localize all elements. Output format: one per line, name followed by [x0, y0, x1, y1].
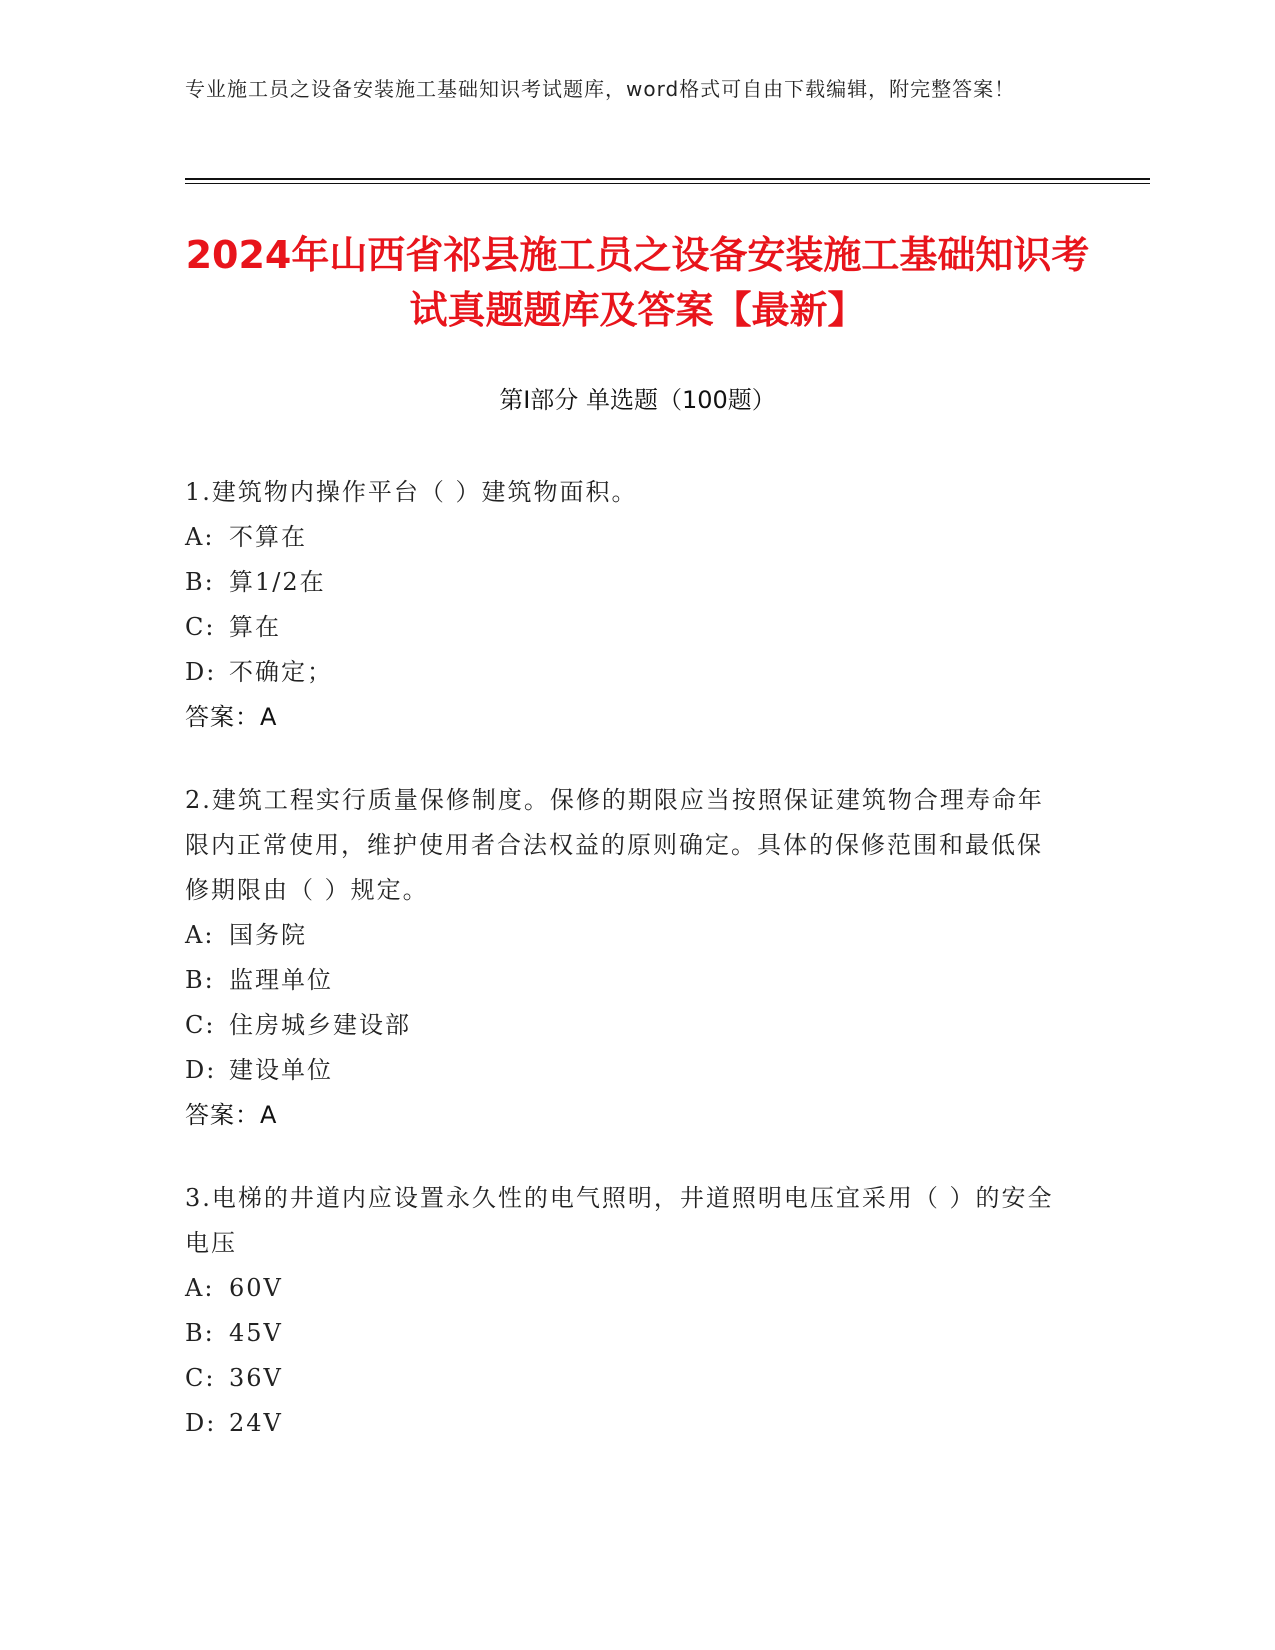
option-text: 住房城乡建设部	[229, 1011, 411, 1039]
option-d	[185, 650, 1065, 695]
header-divider-thin	[185, 183, 1150, 184]
option-d	[185, 1401, 1065, 1446]
option-b	[185, 1311, 1065, 1356]
option-text: 国务院	[229, 921, 307, 949]
option-c	[185, 605, 1065, 650]
option-text: 45V	[229, 1319, 283, 1347]
answer-line: 答案：A	[185, 1101, 278, 1129]
option-a	[185, 515, 1065, 560]
option-key: A:	[185, 523, 215, 551]
option-text: 不算在	[229, 523, 307, 551]
question-stem: 1.建筑物内操作平台（ ）建筑物面积。	[185, 478, 638, 506]
option-key: C:	[185, 613, 216, 641]
option-text: 36V	[229, 1364, 283, 1392]
section-title: 第Ⅰ部分 单选题（100题）	[499, 386, 776, 414]
option-key: A:	[185, 921, 215, 949]
option-text: 24V	[229, 1409, 283, 1437]
option-text: 不确定；	[229, 658, 333, 686]
option-a	[185, 913, 1065, 958]
option-c	[185, 1356, 1065, 1401]
option-c	[185, 1003, 1065, 1048]
document-title: 2024年山西省祁县施工员之设备安装施工基础知识考试真题题库及答案【最新】	[185, 233, 1090, 332]
question-2	[185, 778, 1065, 1138]
option-d	[185, 1048, 1065, 1093]
option-key: A:	[185, 1274, 215, 1302]
option-key: C:	[185, 1364, 216, 1392]
option-key: D:	[185, 1409, 217, 1437]
option-key: C:	[185, 1011, 216, 1039]
question-3	[185, 1176, 1065, 1446]
option-text: 60V	[229, 1274, 283, 1302]
answer-line: 答案：A	[185, 703, 278, 731]
question-stem: 3.电梯的井道内应设置永久性的电气照明，井道照明电压宜采用（ ）的安全电压	[185, 1184, 1054, 1257]
header-divider-thick	[185, 178, 1150, 180]
option-a	[185, 1266, 1065, 1311]
option-key: B:	[185, 568, 215, 596]
option-text: 建设单位	[229, 1056, 333, 1084]
question-list	[185, 470, 1065, 1484]
option-b	[185, 560, 1065, 605]
option-key: D:	[185, 1056, 217, 1084]
option-b	[185, 958, 1065, 1003]
option-text: 监理单位	[229, 966, 333, 994]
header-note: 专业施工员之设备安装施工基础知识考试题库，word格式可自由下载编辑，附完整答案！	[185, 77, 1016, 101]
option-key: B:	[185, 1319, 215, 1347]
option-key: B:	[185, 966, 215, 994]
option-key: D:	[185, 658, 217, 686]
question-1	[185, 470, 1065, 740]
option-text: 算1/2在	[229, 568, 326, 596]
option-text: 算在	[229, 613, 281, 641]
question-stem: 2.建筑工程实行质量保修制度。保修的期限应当按照保证建筑物合理寿命年限内正常使用，维护使用者合法权益的原则确定。具体的保修范围和最低保修期限由（ ）规定。	[185, 786, 1044, 904]
